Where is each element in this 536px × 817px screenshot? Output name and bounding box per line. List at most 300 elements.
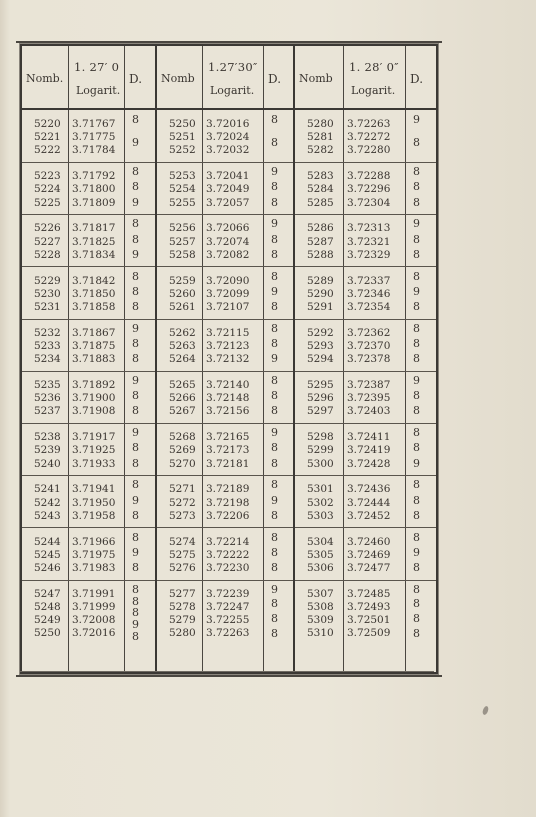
logarithm-cell: 3.71933 — [72, 457, 116, 470]
number-cell: 5269 — [169, 444, 196, 457]
difference-cell: 8 — [132, 594, 139, 608]
number-cell: 5232 — [34, 326, 61, 339]
difference-cell: 8 — [132, 284, 139, 298]
logarithm-cell: 3.72214 — [206, 535, 250, 548]
number-cell: 5275 — [169, 548, 196, 561]
number-cell: 5249 — [34, 614, 61, 627]
logarithm-cell: 3.71892 — [72, 379, 116, 391]
number-cell: 5265 — [169, 379, 196, 391]
difference-cell: 8 — [271, 626, 278, 640]
table-header — [157, 46, 293, 110]
logarithm-cell: 3.72263 — [347, 118, 391, 130]
number-cell: 5271 — [169, 483, 196, 496]
logarithm-cell: 3.71958 — [72, 509, 116, 522]
difference-cell: 8 — [132, 606, 139, 620]
difference-cell: 8 — [271, 247, 278, 261]
logarithm-cell: 3.72436 — [347, 483, 391, 496]
row-group — [157, 580, 293, 638]
difference-cell: 8 — [271, 441, 278, 455]
row-group — [22, 371, 155, 424]
header-arc: 1. 27′ 0 — [74, 60, 120, 74]
number-cell: 5301 — [307, 483, 334, 496]
difference-cell: 8 — [271, 478, 278, 492]
number-cell: 5283 — [307, 170, 334, 183]
row-group — [295, 319, 436, 372]
row-group — [22, 580, 155, 643]
number-cell: 5220 — [34, 118, 61, 130]
number-cell: 5259 — [169, 274, 196, 287]
row-group — [295, 371, 436, 424]
row-group — [157, 371, 293, 424]
difference-cell: 8 — [271, 135, 278, 149]
logarithm-cell: 3.71883 — [72, 353, 116, 366]
difference-cell: 8 — [413, 404, 420, 418]
logarithm-cell: 3.71775 — [72, 131, 116, 144]
logarithm-cell: 3.71908 — [72, 405, 116, 418]
row-group — [157, 528, 293, 581]
difference-cell: 8 — [132, 389, 139, 403]
number-cell: 5304 — [307, 535, 334, 548]
difference-cell: 8 — [413, 426, 420, 440]
logarithm-cell: 3.72428 — [347, 457, 391, 470]
logarithm-cell: 3.72485 — [347, 587, 391, 600]
logarithm-cell: 3.72362 — [347, 326, 391, 339]
difference-cell: 9 — [132, 374, 139, 387]
difference-cell: 8 — [413, 530, 420, 544]
logarithm-cell: 3.72452 — [347, 509, 391, 522]
number-cell: 5231 — [34, 300, 61, 313]
row-group — [22, 475, 155, 528]
difference-cell: 8 — [413, 508, 420, 522]
number-cell: 5310 — [307, 627, 334, 640]
logarithm-cell: 3.72239 — [206, 587, 250, 600]
logarithm-cell: 3.72090 — [206, 274, 250, 287]
header-logarithm: Logarit. — [351, 84, 396, 97]
row-group — [157, 162, 293, 215]
number-cell: 5236 — [34, 392, 61, 405]
difference-cell: 9 — [271, 493, 278, 507]
difference-cell: 8 — [132, 560, 139, 574]
table-block — [157, 46, 293, 672]
number-cell: 5279 — [169, 614, 196, 627]
logarithm-cell: 3.72378 — [347, 353, 391, 366]
difference-cell: 8 — [132, 336, 139, 350]
logarithm-cell: 3.71850 — [72, 287, 116, 300]
logarithm-cell: 3.71991 — [72, 587, 116, 600]
number-cell: 5282 — [307, 144, 334, 157]
logarithm-cell: 3.71825 — [72, 235, 116, 248]
logarithm-cell: 3.72165 — [206, 431, 250, 444]
logarithm-cell: 3.72337 — [347, 274, 391, 287]
logarithm-cell: 3.71917 — [72, 431, 116, 444]
logarithm-cell: 3.72296 — [347, 183, 391, 196]
number-cell: 5246 — [34, 561, 61, 574]
logarithm-cell: 3.72140 — [206, 379, 250, 391]
difference-cell: 9 — [413, 545, 420, 559]
difference-cell: 8 — [132, 441, 139, 455]
logarithm-cell: 3.72313 — [347, 222, 391, 235]
logarithm-cell: 3.71834 — [72, 248, 116, 261]
logarithm-cell: 3.72411 — [347, 431, 391, 444]
number-cell: 5294 — [307, 353, 334, 366]
number-cell: 5296 — [307, 392, 334, 405]
difference-cell: 8 — [271, 508, 278, 522]
number-cell: 5261 — [169, 300, 196, 313]
row-group — [22, 110, 155, 163]
difference-cell: 8 — [413, 135, 420, 149]
logarithm-cell: 3.72263 — [206, 627, 250, 640]
row-group — [157, 110, 293, 163]
difference-cell: 8 — [132, 629, 139, 643]
number-cell: 5295 — [307, 379, 334, 391]
logarithm-cell: 3.71983 — [72, 561, 116, 574]
header-arc: 1. 28′ 0″ — [349, 60, 399, 74]
header-difference: D. — [268, 72, 282, 86]
difference-cell: 8 — [271, 597, 278, 611]
logarithm-cell: 3.72501 — [347, 614, 391, 627]
number-cell: 5250 — [34, 627, 61, 640]
number-cell: 5289 — [307, 274, 334, 287]
difference-cell: 9 — [413, 456, 420, 470]
difference-cell: 8 — [271, 404, 278, 418]
logarithm-cell: 3.72395 — [347, 392, 391, 405]
number-cell: 5230 — [34, 287, 61, 300]
logarithm-cell: 3.72460 — [347, 535, 391, 548]
difference-cell: 8 — [132, 352, 139, 366]
number-cell: 5253 — [169, 170, 196, 183]
number-cell: 5272 — [169, 496, 196, 509]
logarithm-cell: 3.72288 — [347, 170, 391, 183]
number-cell: 5285 — [307, 196, 334, 209]
number-cell: 5268 — [169, 431, 196, 444]
number-cell: 5223 — [34, 170, 61, 183]
footer-rule — [20, 671, 434, 672]
logarithm-cell: 3.72016 — [206, 118, 250, 130]
difference-cell: 8 — [413, 247, 420, 261]
logarithm-cell: 3.72477 — [347, 561, 391, 574]
number-cell: 5238 — [34, 431, 61, 444]
number-cell: 5243 — [34, 509, 61, 522]
number-cell: 5241 — [34, 483, 61, 496]
number-cell: 5262 — [169, 326, 196, 339]
difference-cell: 9 — [413, 113, 420, 126]
table-header — [22, 46, 155, 110]
difference-cell: 9 — [132, 493, 139, 507]
difference-cell: 8 — [413, 195, 420, 209]
number-cell: 5251 — [169, 131, 196, 144]
difference-cell: 9 — [271, 426, 278, 440]
number-cell: 5286 — [307, 222, 334, 235]
difference-cell: 8 — [271, 180, 278, 194]
number-cell: 5264 — [169, 353, 196, 366]
difference-cell: 9 — [132, 195, 139, 209]
row-group — [22, 267, 155, 320]
logarithm-cell: 3.72032 — [206, 144, 250, 157]
logarithm-cell: 3.71975 — [72, 548, 116, 561]
difference-cell: 8 — [271, 389, 278, 403]
logarithm-cell: 3.72198 — [206, 496, 250, 509]
number-cell: 5229 — [34, 274, 61, 287]
difference-cell: 8 — [132, 113, 139, 126]
number-cell: 5226 — [34, 222, 61, 235]
logarithm-cell: 3.71950 — [72, 496, 116, 509]
number-cell: 5255 — [169, 196, 196, 209]
difference-cell: 8 — [132, 478, 139, 492]
number-cell: 5256 — [169, 222, 196, 235]
number-cell: 5281 — [307, 131, 334, 144]
row-group — [295, 267, 436, 320]
difference-cell: 8 — [271, 321, 278, 335]
number-cell: 5303 — [307, 509, 334, 522]
row-group — [22, 423, 155, 476]
logarithm-cell: 3.72222 — [206, 548, 250, 561]
difference-cell: 9 — [413, 217, 420, 231]
logarithm-cell: 3.72387 — [347, 379, 391, 391]
logarithm-cell: 3.72099 — [206, 287, 250, 300]
difference-cell: 8 — [132, 217, 139, 231]
difference-cell: 8 — [413, 626, 420, 640]
number-cell: 5299 — [307, 444, 334, 457]
number-cell: 5266 — [169, 392, 196, 405]
logarithm-cell: 3.72255 — [206, 614, 250, 627]
number-cell: 5254 — [169, 183, 196, 196]
number-cell: 5248 — [34, 600, 61, 613]
difference-cell: 8 — [132, 165, 139, 179]
difference-cell: 8 — [413, 441, 420, 455]
difference-cell: 8 — [413, 478, 420, 492]
number-cell: 5274 — [169, 535, 196, 548]
header-nomb: Nomb — [161, 72, 195, 85]
number-cell: 5300 — [307, 457, 334, 470]
difference-cell: 8 — [132, 180, 139, 194]
difference-cell: 9 — [132, 321, 139, 335]
logarithm-cell: 3.72321 — [347, 235, 391, 248]
difference-cell: 9 — [271, 165, 278, 179]
number-cell: 5222 — [34, 144, 61, 157]
logarithm-cell: 3.72173 — [206, 444, 250, 457]
header-logarithm: Logarit. — [76, 84, 121, 97]
logarithm-cell: 3.72057 — [206, 196, 250, 209]
logarithm-cell: 3.71800 — [72, 183, 116, 196]
difference-cell: 9 — [132, 545, 139, 559]
row-group — [295, 475, 436, 528]
difference-cell: 8 — [413, 299, 420, 313]
number-cell: 5252 — [169, 144, 196, 157]
logarithm-cell: 3.71925 — [72, 444, 116, 457]
number-cell: 5247 — [34, 587, 61, 600]
difference-cell: 8 — [132, 404, 139, 418]
difference-cell: 8 — [132, 299, 139, 313]
logarithm-cell: 3.72403 — [347, 405, 391, 418]
row-group — [295, 214, 436, 267]
number-cell: 5244 — [34, 535, 61, 548]
logarithm-cell: 3.71941 — [72, 483, 116, 496]
row-group — [295, 580, 436, 638]
header-difference: D. — [410, 72, 424, 86]
number-cell: 5260 — [169, 287, 196, 300]
number-cell: 5228 — [34, 248, 61, 261]
logarithm-cell: 3.71875 — [72, 339, 116, 352]
difference-cell: 9 — [132, 135, 139, 149]
difference-cell: 8 — [413, 232, 420, 246]
logarithm-cell: 3.71867 — [72, 326, 116, 339]
difference-cell: 8 — [271, 374, 278, 387]
difference-cell: 8 — [271, 456, 278, 470]
logarithm-cell: 3.71842 — [72, 274, 116, 287]
logarithm-cell: 3.71817 — [72, 222, 116, 235]
number-cell: 5221 — [34, 131, 61, 144]
difference-cell: 8 — [271, 232, 278, 246]
number-cell: 5292 — [307, 326, 334, 339]
number-cell: 5240 — [34, 457, 61, 470]
number-cell: 5257 — [169, 235, 196, 248]
difference-cell: 8 — [413, 352, 420, 366]
number-cell: 5305 — [307, 548, 334, 561]
number-cell: 5308 — [307, 600, 334, 613]
number-cell: 5235 — [34, 379, 61, 391]
number-cell: 5270 — [169, 457, 196, 470]
difference-cell: 8 — [271, 113, 278, 126]
row-group — [157, 423, 293, 476]
number-cell: 5302 — [307, 496, 334, 509]
table-header — [295, 46, 436, 110]
number-cell: 5242 — [34, 496, 61, 509]
difference-cell: 8 — [413, 321, 420, 335]
row-group — [295, 528, 436, 581]
logarithm-cell: 3.72493 — [347, 600, 391, 613]
header-nomb: Nomb — [299, 72, 333, 85]
logarithm-cell: 3.72329 — [347, 248, 391, 261]
row-group — [295, 423, 436, 476]
difference-cell: 8 — [413, 560, 420, 574]
logarithm-cell: 3.72066 — [206, 222, 250, 235]
difference-cell: 9 — [132, 426, 139, 440]
logarithm-cell: 3.72123 — [206, 339, 250, 352]
header-logarithm: Logarit. — [210, 84, 255, 97]
row-group — [157, 319, 293, 372]
logarithm-cell: 3.72181 — [206, 457, 250, 470]
difference-cell: 8 — [413, 493, 420, 507]
logarithm-cell: 3.72008 — [72, 614, 116, 627]
number-cell: 5293 — [307, 339, 334, 352]
number-cell: 5250 — [169, 118, 196, 130]
difference-cell: 8 — [271, 560, 278, 574]
difference-cell: 8 — [271, 545, 278, 559]
number-cell: 5284 — [307, 183, 334, 196]
header-difference: D. — [129, 72, 143, 86]
number-cell: 5263 — [169, 339, 196, 352]
logarithm-cell: 3.72115 — [206, 326, 250, 339]
difference-cell: 8 — [413, 180, 420, 194]
number-cell: 5291 — [307, 300, 334, 313]
number-cell: 5273 — [169, 509, 196, 522]
difference-cell: 8 — [132, 232, 139, 246]
row-group — [295, 110, 436, 163]
difference-cell: 9 — [413, 374, 420, 387]
row-group — [157, 214, 293, 267]
number-cell: 5239 — [34, 444, 61, 457]
difference-cell: 9 — [413, 284, 420, 298]
difference-cell: 9 — [271, 352, 278, 366]
difference-cell: 8 — [271, 269, 278, 283]
row-group — [22, 214, 155, 267]
logarithm-cell: 3.72469 — [347, 548, 391, 561]
number-cell: 5280 — [307, 118, 334, 130]
difference-cell: 8 — [132, 269, 139, 283]
logarithm-cell: 3.72230 — [206, 561, 250, 574]
logarithm-cell: 3.72509 — [347, 627, 391, 640]
difference-cell: 8 — [271, 195, 278, 209]
logarithm-table — [20, 44, 438, 674]
logarithm-cell: 3.72370 — [347, 339, 391, 352]
row-group — [22, 319, 155, 372]
logarithm-cell: 3.72206 — [206, 509, 250, 522]
number-cell: 5297 — [307, 405, 334, 418]
logarithm-cell: 3.71966 — [72, 535, 116, 548]
table-block — [295, 46, 436, 672]
number-cell: 5237 — [34, 405, 61, 418]
number-cell: 5287 — [307, 235, 334, 248]
logarithm-cell: 3.71767 — [72, 118, 116, 130]
logarithm-cell: 3.71784 — [72, 144, 116, 157]
difference-cell: 8 — [413, 582, 420, 596]
number-cell: 5309 — [307, 614, 334, 627]
number-cell: 5233 — [34, 339, 61, 352]
row-group — [157, 475, 293, 528]
difference-cell: 8 — [413, 597, 420, 611]
logarithm-cell: 3.72189 — [206, 483, 250, 496]
number-cell: 5306 — [307, 561, 334, 574]
logarithm-cell: 3.71999 — [72, 600, 116, 613]
number-cell: 5224 — [34, 183, 61, 196]
difference-cell: 8 — [132, 456, 139, 470]
logarithm-cell: 3.72346 — [347, 287, 391, 300]
logarithm-cell: 3.72156 — [206, 405, 250, 418]
number-cell: 5225 — [34, 196, 61, 209]
difference-cell: 9 — [132, 618, 139, 632]
difference-cell: 8 — [132, 530, 139, 544]
difference-cell: 8 — [271, 299, 278, 313]
number-cell: 5267 — [169, 405, 196, 418]
row-group — [22, 162, 155, 215]
difference-cell: 9 — [132, 247, 139, 261]
logarithm-cell: 3.71858 — [72, 300, 116, 313]
number-cell: 5227 — [34, 235, 61, 248]
row-group — [157, 267, 293, 320]
difference-cell: 9 — [271, 284, 278, 298]
difference-cell: 8 — [413, 269, 420, 283]
number-cell: 5278 — [169, 600, 196, 613]
row-group — [295, 162, 436, 215]
number-cell: 5276 — [169, 561, 196, 574]
difference-cell: 8 — [413, 612, 420, 626]
logarithm-cell: 3.72024 — [206, 131, 250, 144]
logarithm-cell: 3.72082 — [206, 248, 250, 261]
header-arc: 1.27′30″ — [208, 60, 258, 74]
logarithm-cell: 3.72444 — [347, 496, 391, 509]
difference-cell: 8 — [271, 336, 278, 350]
number-cell: 5298 — [307, 431, 334, 444]
difference-cell: 8 — [413, 389, 420, 403]
difference-cell: 8 — [132, 582, 139, 596]
number-cell: 5277 — [169, 587, 196, 600]
number-cell: 5245 — [34, 548, 61, 561]
logarithm-cell: 3.72049 — [206, 183, 250, 196]
difference-cell: 9 — [271, 582, 278, 596]
logarithm-cell: 3.72247 — [206, 600, 250, 613]
table-block — [22, 46, 155, 672]
logarithm-cell: 3.72280 — [347, 144, 391, 157]
